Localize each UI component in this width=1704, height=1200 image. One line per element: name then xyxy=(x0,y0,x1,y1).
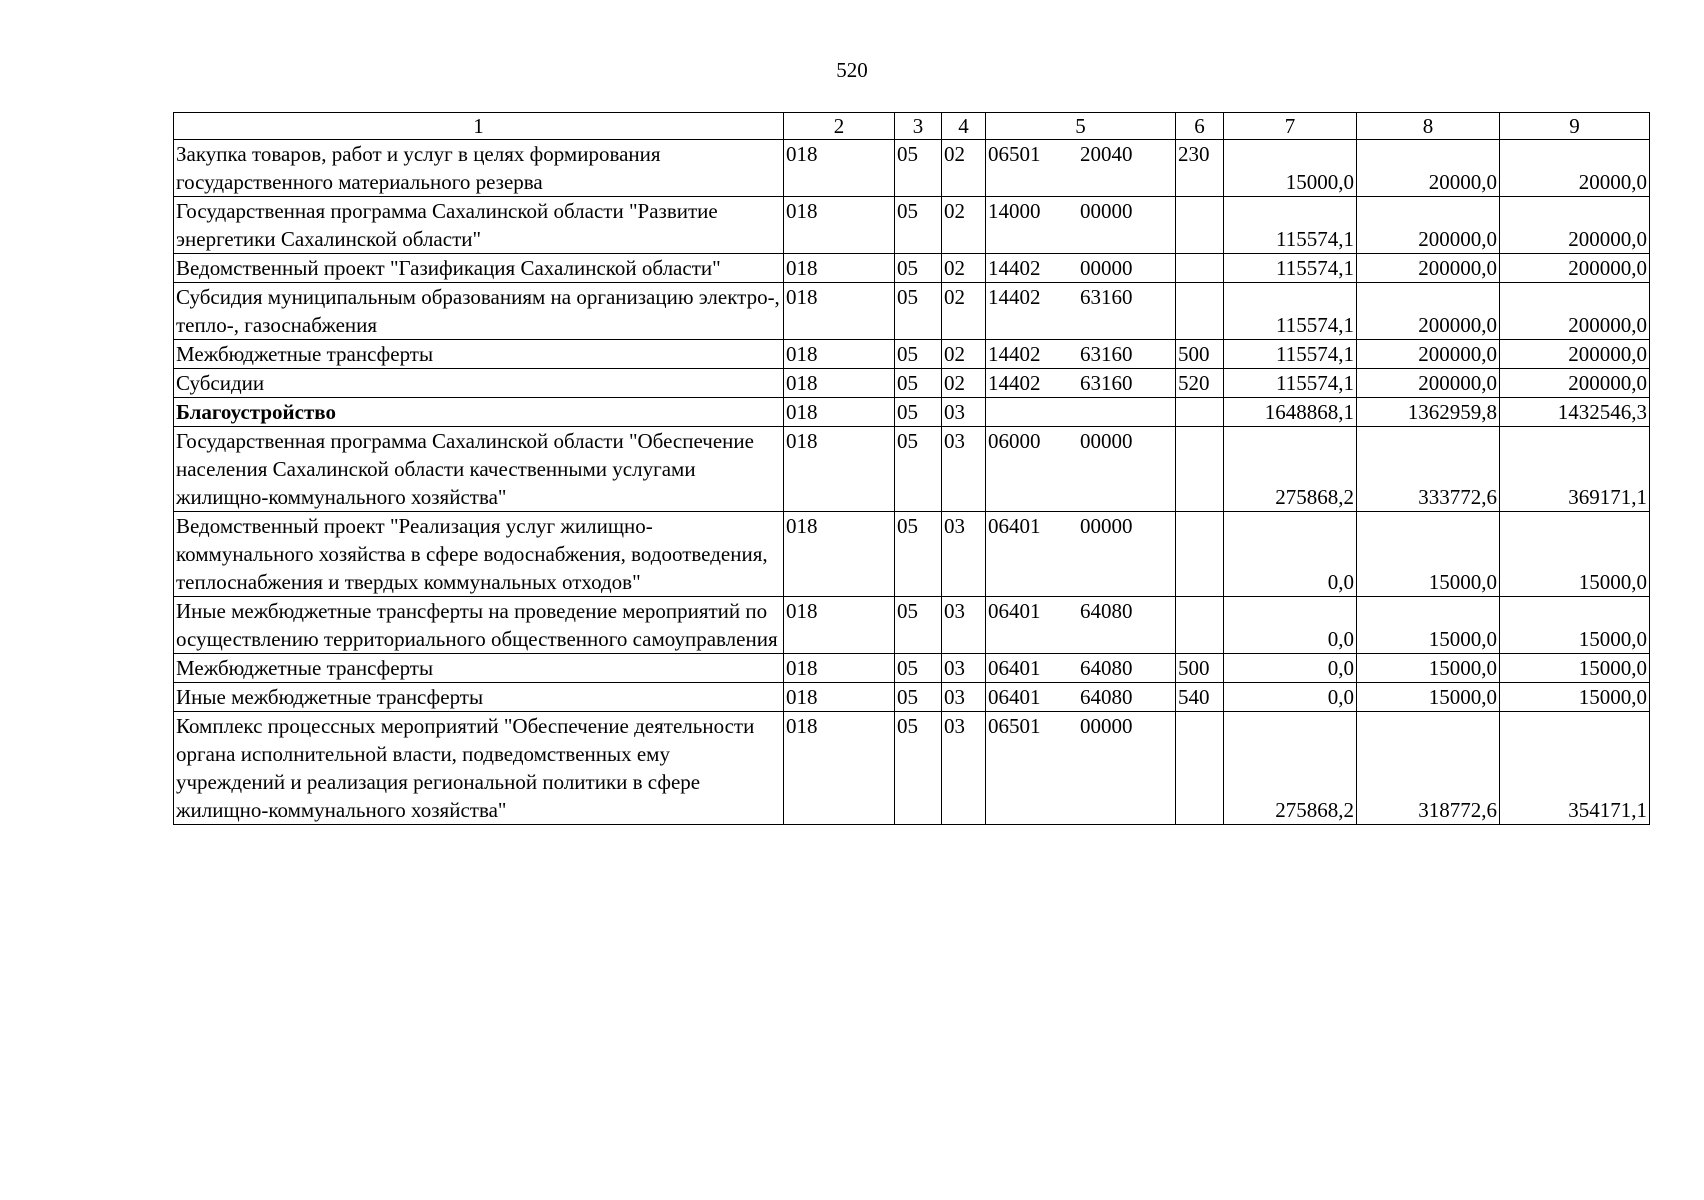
amount-col7-cell: 0,0 xyxy=(1224,654,1357,683)
section-code-cell: 05 xyxy=(895,654,942,683)
table-row xyxy=(174,597,1650,654)
target-article-cell xyxy=(986,283,1176,340)
amount-col8-cell: 15000,0 xyxy=(1357,654,1500,683)
section-code-cell: 05 xyxy=(895,340,942,369)
table-row xyxy=(174,283,1650,340)
amount-col8-cell: 20000,0 xyxy=(1357,140,1500,197)
expense-type-cell: 540 xyxy=(1176,683,1224,712)
row-name-cell: Благоустройство xyxy=(174,398,784,427)
column-header-8: 8 xyxy=(1357,113,1500,140)
target-article-program: 14402 xyxy=(988,342,1041,366)
amount-col7-cell: 15000,0 xyxy=(1224,140,1357,197)
row-name-cell: Ведомственный проект "Реализация услуг жилищно-коммунального хозяйства в сфере водоснабжения, водоотведения, теплоснабжения и твердых коммунальных отходов" xyxy=(174,512,784,597)
subsection-code-cell: 02 xyxy=(942,369,986,398)
amount-col8-cell: 200000,0 xyxy=(1357,254,1500,283)
subsection-code-cell: 03 xyxy=(942,398,986,427)
target-article-direction: 64080 xyxy=(1080,656,1133,680)
target-article-direction: 63160 xyxy=(1080,371,1133,395)
target-article-direction: 00000 xyxy=(1080,256,1133,280)
section-code-cell: 05 xyxy=(895,683,942,712)
amount-col9-cell: 200000,0 xyxy=(1500,197,1650,254)
expense-type-cell xyxy=(1176,398,1224,427)
target-article-cell xyxy=(986,369,1176,398)
section-code-cell: 05 xyxy=(895,197,942,254)
target-article-cell xyxy=(986,427,1176,512)
subsection-code-cell: 03 xyxy=(942,683,986,712)
column-header-3: 3 xyxy=(895,113,942,140)
expense-type-cell: 230 xyxy=(1176,140,1224,197)
row-name-cell: Межбюджетные трансферты xyxy=(174,340,784,369)
amount-col9-cell: 15000,0 xyxy=(1500,683,1650,712)
target-article-program: 06401 xyxy=(988,656,1041,680)
column-header-4: 4 xyxy=(942,113,986,140)
section-code-cell: 05 xyxy=(895,512,942,597)
table-row xyxy=(174,427,1650,512)
expense-type-cell: 500 xyxy=(1176,340,1224,369)
target-article-direction: 00000 xyxy=(1080,199,1133,223)
target-article-direction: 64080 xyxy=(1080,685,1133,709)
column-header-1: 1 xyxy=(174,113,784,140)
column-header-2: 2 xyxy=(784,113,895,140)
ministry-code-cell: 018 xyxy=(784,197,895,254)
target-article-program: 06401 xyxy=(988,514,1041,538)
ministry-code-cell: 018 xyxy=(784,140,895,197)
subsection-code-cell: 03 xyxy=(942,712,986,825)
amount-col9-cell: 15000,0 xyxy=(1500,597,1650,654)
table-row xyxy=(174,254,1650,283)
table-row xyxy=(174,369,1650,398)
target-article-program: 06401 xyxy=(988,685,1041,709)
target-article-program: 06401 xyxy=(988,599,1041,623)
amount-col9-cell: 200000,0 xyxy=(1500,254,1650,283)
amount-col8-cell: 15000,0 xyxy=(1357,512,1500,597)
amount-col9-cell: 369171,1 xyxy=(1500,427,1650,512)
ministry-code-cell: 018 xyxy=(784,654,895,683)
amount-col7-cell: 0,0 xyxy=(1224,512,1357,597)
subsection-code-cell: 02 xyxy=(942,283,986,340)
target-article-direction: 63160 xyxy=(1080,285,1133,309)
row-name-cell: Комплекс процессных мероприятий "Обеспечение деятельности органа исполнительной власти, подведомственных ему учреждений и реализация региональной политики в сфере жилищно-коммунального хозяйства" xyxy=(174,712,784,825)
subsection-code-cell: 02 xyxy=(942,254,986,283)
amount-col7-cell: 0,0 xyxy=(1224,597,1357,654)
target-article-cell xyxy=(986,712,1176,825)
ministry-code-cell: 018 xyxy=(784,512,895,597)
amount-col7-cell: 115574,1 xyxy=(1224,197,1357,254)
column-header-7: 7 xyxy=(1224,113,1357,140)
ministry-code-cell: 018 xyxy=(784,283,895,340)
expense-type-cell xyxy=(1176,712,1224,825)
amount-col8-cell: 15000,0 xyxy=(1357,683,1500,712)
ministry-code-cell: 018 xyxy=(784,340,895,369)
target-article-cell xyxy=(986,597,1176,654)
ministry-code-cell: 018 xyxy=(784,369,895,398)
expense-type-cell xyxy=(1176,197,1224,254)
row-name-cell: Межбюджетные трансферты xyxy=(174,654,784,683)
table-row xyxy=(174,683,1650,712)
target-article-cell xyxy=(986,654,1176,683)
subsection-code-cell: 03 xyxy=(942,597,986,654)
target-article-program: 14402 xyxy=(988,371,1041,395)
amount-col9-cell: 15000,0 xyxy=(1500,512,1650,597)
amount-col7-cell: 115574,1 xyxy=(1224,369,1357,398)
amount-col8-cell: 1362959,8 xyxy=(1357,398,1500,427)
amount-col7-cell: 115574,1 xyxy=(1224,254,1357,283)
row-name-cell: Субсидии xyxy=(174,369,784,398)
amount-col7-cell: 275868,2 xyxy=(1224,712,1357,825)
amount-col9-cell: 200000,0 xyxy=(1500,340,1650,369)
amount-col7-cell: 1648868,1 xyxy=(1224,398,1357,427)
ministry-code-cell: 018 xyxy=(784,254,895,283)
row-name-cell: Государственная программа Сахалинской области "Развитие энергетики Сахалинской области" xyxy=(174,197,784,254)
row-name-cell: Закупка товаров, работ и услуг в целях формирования государственного материального резерва xyxy=(174,140,784,197)
ministry-code-cell: 018 xyxy=(784,398,895,427)
amount-col7-cell: 115574,1 xyxy=(1224,283,1357,340)
column-number-row xyxy=(174,113,1650,140)
column-header-9: 9 xyxy=(1500,113,1650,140)
target-article-direction: 00000 xyxy=(1080,514,1133,538)
target-article-cell xyxy=(986,398,1176,427)
amount-col8-cell: 200000,0 xyxy=(1357,369,1500,398)
target-article-cell xyxy=(986,340,1176,369)
section-code-cell: 05 xyxy=(895,283,942,340)
target-article-program: 06501 xyxy=(988,142,1041,166)
subsection-code-cell: 03 xyxy=(942,654,986,683)
subsection-code-cell: 03 xyxy=(942,512,986,597)
ministry-code-cell: 018 xyxy=(784,427,895,512)
section-code-cell: 05 xyxy=(895,369,942,398)
amount-col9-cell: 200000,0 xyxy=(1500,369,1650,398)
target-article-program: 06501 xyxy=(988,714,1041,738)
expense-type-cell xyxy=(1176,254,1224,283)
amount-col9-cell: 15000,0 xyxy=(1500,654,1650,683)
ministry-code-cell: 018 xyxy=(784,712,895,825)
target-article-program: 14000 xyxy=(988,199,1041,223)
target-article-program: 14402 xyxy=(988,285,1041,309)
target-article-program: 06000 xyxy=(988,429,1041,453)
target-article-cell xyxy=(986,140,1176,197)
column-header-5: 5 xyxy=(986,113,1176,140)
amount-col9-cell: 354171,1 xyxy=(1500,712,1650,825)
ministry-code-cell: 018 xyxy=(784,683,895,712)
subsection-code-cell: 02 xyxy=(942,140,986,197)
table-row xyxy=(174,712,1650,825)
section-code-cell: 05 xyxy=(895,427,942,512)
expense-type-cell xyxy=(1176,512,1224,597)
amount-col7-cell: 275868,2 xyxy=(1224,427,1357,512)
amount-col8-cell: 318772,6 xyxy=(1357,712,1500,825)
column-header-6: 6 xyxy=(1176,113,1224,140)
target-article-direction: 63160 xyxy=(1080,342,1133,366)
row-name-cell: Субсидия муниципальным образованиям на организацию электро-, тепло-, газоснабжения xyxy=(174,283,784,340)
amount-col9-cell: 20000,0 xyxy=(1500,140,1650,197)
amount-col9-cell: 1432546,3 xyxy=(1500,398,1650,427)
table-row xyxy=(174,654,1650,683)
page-number: 520 xyxy=(836,58,868,82)
amount-col8-cell: 200000,0 xyxy=(1357,197,1500,254)
subsection-code-cell: 02 xyxy=(942,197,986,254)
row-name-cell: Ведомственный проект "Газификация Сахалинской области" xyxy=(174,254,784,283)
budget-table xyxy=(173,112,1650,825)
section-code-cell: 05 xyxy=(895,597,942,654)
target-article-cell xyxy=(986,512,1176,597)
table-row xyxy=(174,197,1650,254)
target-article-direction: 00000 xyxy=(1080,714,1133,738)
expense-type-cell xyxy=(1176,427,1224,512)
amount-col7-cell: 115574,1 xyxy=(1224,340,1357,369)
section-code-cell: 05 xyxy=(895,712,942,825)
subsection-code-cell: 02 xyxy=(942,340,986,369)
ministry-code-cell: 018 xyxy=(784,597,895,654)
table-row xyxy=(174,398,1650,427)
amount-col8-cell: 333772,6 xyxy=(1357,427,1500,512)
table-row xyxy=(174,340,1650,369)
target-article-direction: 20040 xyxy=(1080,142,1133,166)
amount-col8-cell: 200000,0 xyxy=(1357,283,1500,340)
target-article-cell xyxy=(986,197,1176,254)
amount-col8-cell: 15000,0 xyxy=(1357,597,1500,654)
amount-col8-cell: 200000,0 xyxy=(1357,340,1500,369)
target-article-program: 14402 xyxy=(988,256,1041,280)
expense-type-cell xyxy=(1176,597,1224,654)
row-name-cell: Государственная программа Сахалинской области "Обеспечение населения Сахалинской области качественными услугами жилищно-коммунального хозяйства" xyxy=(174,427,784,512)
target-article-cell xyxy=(986,683,1176,712)
section-code-cell: 05 xyxy=(895,254,942,283)
section-code-cell: 05 xyxy=(895,140,942,197)
subsection-code-cell: 03 xyxy=(942,427,986,512)
expense-type-cell: 500 xyxy=(1176,654,1224,683)
amount-col7-cell: 0,0 xyxy=(1224,683,1357,712)
expense-type-cell xyxy=(1176,283,1224,340)
row-name-cell: Иные межбюджетные трансферты xyxy=(174,683,784,712)
table-row xyxy=(174,140,1650,197)
row-name-cell: Иные межбюджетные трансферты на проведение мероприятий по осуществлению территориального общественного самоуправления xyxy=(174,597,784,654)
section-code-cell: 05 xyxy=(895,398,942,427)
target-article-cell xyxy=(986,254,1176,283)
table-row xyxy=(174,512,1650,597)
table-body xyxy=(174,113,1650,825)
target-article-direction: 64080 xyxy=(1080,599,1133,623)
expense-type-cell: 520 xyxy=(1176,369,1224,398)
target-article-direction: 00000 xyxy=(1080,429,1133,453)
amount-col9-cell: 200000,0 xyxy=(1500,283,1650,340)
